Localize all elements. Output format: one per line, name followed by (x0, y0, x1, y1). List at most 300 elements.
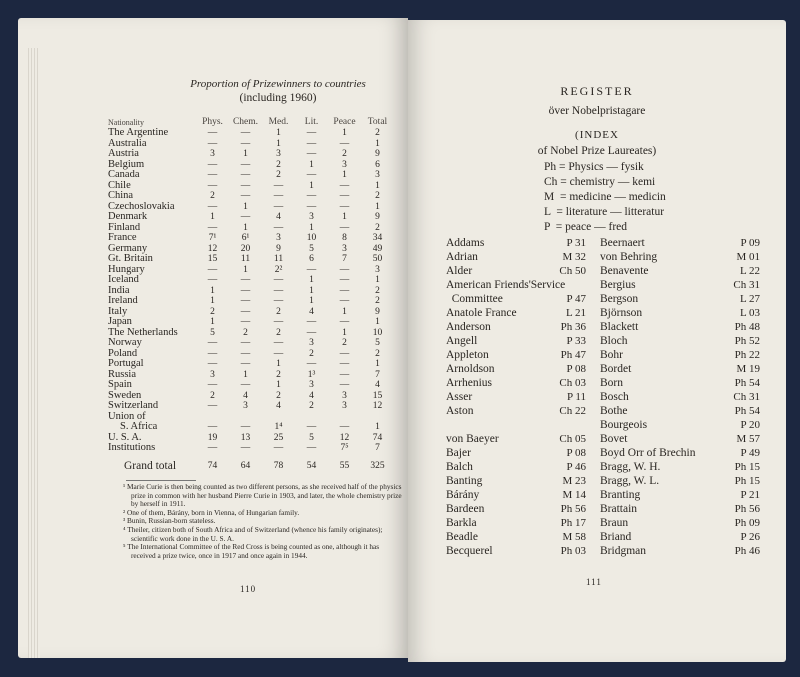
table-cell: 1 (309, 222, 314, 233)
table-row (108, 338, 408, 349)
table-cell: 9 (375, 149, 380, 159)
laureate-name: Brattain (600, 502, 638, 515)
table-cell: — (339, 191, 350, 201)
index-entry (600, 531, 760, 544)
prize-code: Ch 05 (559, 432, 586, 445)
table-cell: 15 (372, 390, 383, 401)
table-cell: 19 (207, 432, 218, 443)
prize-code: M 58 (562, 530, 586, 543)
laureate-name: Bothe (600, 404, 628, 417)
table-cell: — (273, 443, 284, 453)
laureate-name: Bergson (600, 292, 639, 305)
prize-code: M 14 (562, 488, 586, 501)
laureate-name: Bovet (600, 432, 628, 445)
index-entry (600, 405, 760, 418)
table-cell: 2 (375, 285, 380, 296)
index-row (446, 250, 766, 264)
laureate-name: Beadle (446, 530, 478, 543)
country-name: Czechoslovakia (108, 200, 175, 212)
table-row (108, 443, 408, 454)
table-cell: 3 (375, 264, 380, 275)
country-name: Hungary (108, 263, 145, 275)
index-entry (600, 293, 760, 306)
index-entry (446, 293, 586, 306)
table-row (108, 422, 408, 433)
laureate-name: Briand (600, 530, 632, 543)
table-cell: — (207, 359, 218, 369)
table-cell: — (273, 275, 284, 285)
prize-code: Ph 09 (734, 516, 760, 529)
country-name: Belgium (108, 158, 145, 170)
table-cell: 8 (342, 233, 347, 243)
table-cell: — (207, 275, 218, 285)
country-name: Iceland (108, 274, 139, 285)
prize-code: Ph 46 (734, 544, 760, 557)
laureate-name: Bergius (600, 278, 636, 291)
table-cell: — (240, 348, 251, 359)
table-cell: 3 (243, 401, 248, 411)
prize-code: P 11 (566, 390, 586, 403)
table-cell: 6 (375, 159, 380, 170)
table-cell: 3 (375, 170, 380, 180)
table-cell: 2 (210, 306, 215, 317)
country-name: S. Africa (120, 421, 158, 432)
footnote: ³ Bunin, Russian-born stateless. (123, 516, 216, 526)
table-cell: 5 (210, 327, 215, 338)
index-entry (600, 349, 760, 362)
table-cell: 1 (210, 317, 215, 327)
table-cell: — (240, 159, 251, 170)
table-cell: 4 (309, 390, 314, 401)
country-name: Austria (108, 148, 139, 159)
table-row (108, 202, 408, 213)
laureate-name: Barkla (446, 516, 477, 529)
table-cell: 25 (273, 432, 284, 443)
index-entry (600, 279, 760, 292)
prize-code: Ph 36 (560, 320, 586, 333)
country-name: Denmark (108, 211, 148, 222)
index-entry (600, 461, 760, 474)
index-entry (600, 321, 760, 334)
register-subheading: över Nobelpristagare (548, 105, 646, 117)
table-cell: 5 (309, 432, 314, 443)
country-name: U. S. A. (108, 431, 142, 443)
table-cell: 1 (342, 170, 347, 180)
total-cell: 78 (273, 460, 284, 471)
table-row (108, 181, 408, 192)
table-cell: 2 (375, 296, 380, 306)
prize-code: P 47 (566, 292, 586, 305)
table-cell: 4 (276, 212, 281, 222)
table-cell: — (207, 222, 218, 233)
index-entry (600, 377, 760, 390)
table-cell: — (207, 170, 218, 180)
table-row (108, 128, 408, 139)
table-cell: — (306, 191, 317, 201)
index-entry (446, 335, 586, 348)
total-cell: 54 (306, 460, 317, 471)
table-cell: 3 (342, 401, 347, 411)
laureate-name: von Baeyer (446, 432, 499, 445)
index-entry (446, 461, 586, 474)
table-title: Proportion of Prizewinners to countries (190, 78, 366, 90)
table-cell: 74 (372, 432, 383, 443)
table-cell: 1 (309, 159, 314, 170)
table-cell: — (240, 359, 251, 369)
index-entry (600, 419, 760, 432)
table-cell: 2 (276, 170, 281, 180)
table-cell: 3 (342, 390, 347, 401)
footnote: ⁵ The International Committee of the Red Cross is being counted as one, although it has received a prize twice, once in 1917 and once again in 1944. (123, 542, 380, 560)
table-cell: 3 (342, 243, 347, 254)
table-cell: 3 (276, 233, 281, 243)
table-cell: 15 (207, 254, 218, 264)
table-cell: 3 (276, 149, 281, 159)
prize-code: Ch 22 (559, 404, 586, 417)
right-page (408, 20, 786, 662)
table-cell: 2 (276, 369, 281, 380)
table-cell: 2 (375, 191, 380, 201)
column-header: Nationality (108, 118, 144, 127)
laureate-name: Anderson (446, 320, 491, 333)
prize-code: Ph 22 (734, 348, 760, 361)
table-cell: 7¹ (208, 233, 217, 243)
table-cell: — (306, 201, 317, 212)
table-cell: 1³ (307, 369, 316, 380)
laureate-name: Bloch (600, 334, 628, 347)
country-name: Switzerland (108, 400, 159, 411)
index-entry (600, 335, 760, 348)
table-cell: — (207, 338, 218, 348)
table-cell: 6¹ (241, 233, 250, 243)
table-cell: 3 (210, 149, 215, 159)
table-cell: 1 (243, 369, 248, 380)
table-cell: 1 (375, 138, 380, 149)
prize-code: Ph 15 (734, 474, 760, 487)
page-number: 110 (240, 584, 257, 594)
prize-code: Ph 54 (734, 404, 760, 417)
index-entry (446, 531, 586, 544)
table-cell: — (240, 191, 251, 201)
table-cell: — (273, 201, 284, 212)
table-cell: 2 (276, 390, 281, 401)
index-row (446, 404, 766, 418)
table-cell: 9 (375, 306, 380, 317)
prize-code: M 23 (562, 474, 586, 487)
country-name: Gt. Britain (108, 253, 153, 264)
country-name: Germany (108, 242, 148, 254)
table-cell: 1 (276, 359, 281, 369)
table-cell: 3 (309, 338, 314, 348)
prize-code: P 46 (566, 460, 586, 473)
table-cell: 12 (372, 401, 383, 411)
country-name: India (108, 284, 130, 296)
index-entry (446, 419, 586, 432)
prizewinners-table (108, 107, 408, 473)
laureate-name: Balch (446, 460, 473, 473)
prize-code: Ph 56 (734, 502, 760, 515)
laureate-name: Bohr (600, 348, 623, 361)
index-row (446, 334, 766, 348)
laureate-name: Bárány (446, 488, 480, 501)
laureate-name: Adrian (446, 250, 478, 263)
index-row (446, 488, 766, 502)
index-line-1: (INDEX (575, 129, 619, 141)
index-entry (446, 391, 586, 404)
index-row (446, 348, 766, 362)
table-cell: — (273, 180, 284, 191)
table-cell: — (240, 443, 251, 453)
left-page (18, 18, 408, 658)
table-cell: — (306, 149, 317, 159)
prize-code: P 20 (740, 418, 760, 431)
table-cell: 1 (243, 149, 248, 159)
table-cell: 49 (372, 243, 383, 254)
index-entry (446, 265, 586, 278)
page-edges (28, 48, 40, 658)
legend-line: Ch = chemistry — kemi (544, 176, 656, 188)
footnote: ² One of them, Bárány, born in Vienna, of Hungarian family. (123, 507, 300, 517)
index-row (446, 544, 766, 558)
index-entry (600, 475, 760, 488)
index-entry (446, 349, 586, 362)
table-cell: 2 (243, 327, 248, 338)
table-cell: — (207, 201, 218, 212)
table-cell: — (339, 201, 350, 212)
table-cell: — (240, 128, 251, 138)
table-cell: — (240, 180, 251, 191)
laureate-name: Arrhenius (446, 376, 492, 389)
table-cell: 1 (375, 275, 380, 285)
prize-code: Ch 03 (559, 376, 586, 389)
table-cell: — (207, 401, 218, 411)
index-entry (446, 447, 586, 460)
prize-code: Ch 50 (559, 264, 586, 277)
table-cell: 5 (375, 338, 380, 348)
table-cell: 2 (342, 338, 347, 348)
table-cell: 1 (309, 296, 314, 306)
legend-line: M = medicine — medicin (544, 191, 666, 203)
index-row (446, 236, 766, 250)
table-row (108, 275, 408, 286)
total-cell: 74 (207, 460, 218, 471)
abbreviation-legend (544, 160, 666, 235)
country-name: Australia (108, 137, 147, 149)
country-name: Italy (108, 305, 128, 317)
laureate-name: Bajer (446, 446, 471, 459)
country-name: Canada (108, 169, 140, 180)
index-entry (446, 433, 586, 446)
index-entry (600, 307, 760, 320)
index-entry (446, 517, 586, 530)
country-name: Ireland (108, 295, 138, 306)
prize-code: Ph 15 (734, 460, 760, 473)
table-cell: — (273, 285, 284, 296)
index-row (446, 362, 766, 376)
table-cell: — (240, 285, 251, 296)
table-cell: — (273, 222, 284, 233)
prize-code: P 09 (740, 236, 760, 249)
footnote: ⁴ Theiler, citizen both of South Africa and of Switzerland (whence his family originates); scientific work done in the U. S. A. (123, 524, 383, 543)
table-cell: 1 (375, 201, 380, 212)
index-entry (446, 251, 586, 264)
table-subtitle: (including 1960) (239, 92, 317, 104)
laureate-name: Alder (446, 264, 473, 277)
table-cell: — (339, 348, 350, 359)
table-row (108, 139, 408, 150)
prize-code: P 08 (566, 446, 586, 459)
country-name: Chile (108, 179, 131, 191)
table-cell: — (339, 369, 350, 380)
table-cell: 4 (309, 306, 314, 317)
laureate-name: Banting (446, 474, 483, 487)
table-cell: 1 (276, 138, 281, 149)
register-heading: REGISTER (560, 84, 634, 98)
country-name: France (108, 232, 137, 243)
table-row (108, 191, 408, 202)
prize-code: P 21 (740, 488, 760, 501)
table-cell: — (207, 422, 218, 432)
table-cell: 1 (342, 327, 347, 338)
page-number: 111 (586, 577, 602, 587)
table-cell: — (306, 170, 317, 180)
table-cell: 50 (372, 254, 383, 264)
total-cell: 325 (370, 460, 385, 471)
laureate-name: Bardeen (446, 502, 485, 515)
laureate-name: Bragg, W. H. (600, 460, 661, 473)
table-cell: — (207, 443, 218, 453)
index-row (446, 376, 766, 390)
table-row (108, 233, 408, 244)
table-cell: — (240, 275, 251, 285)
footnote: ¹ Marie Curie is then being counted as two different persons, as she received half of the physics prize in common with her husband Pierre Curie in 1903, and later, the whole chemistry prize by herself in 1911. (123, 482, 402, 509)
table-row (108, 149, 408, 160)
index-entry (446, 321, 586, 334)
table-row (108, 401, 408, 412)
table-cell: 1 (375, 317, 380, 327)
table-cell: 12 (207, 243, 218, 254)
table-cell: 2 (375, 222, 380, 233)
table-cell: — (240, 296, 251, 306)
prize-code: M 01 (736, 250, 760, 263)
prize-code: Ph 17 (560, 516, 586, 529)
laureate-name: Bragg, W. L. (600, 474, 660, 487)
index-row (446, 278, 766, 292)
legend-line: L = literature — litteratur (544, 206, 665, 218)
table-cell: — (306, 327, 317, 338)
table-row (108, 317, 408, 328)
table-cell: — (339, 422, 350, 432)
table-cell: — (207, 159, 218, 170)
table-cell: — (339, 296, 350, 306)
table-cell: 2 (276, 306, 281, 317)
laureate-name: Beernaert (600, 236, 645, 249)
prize-code: P 33 (566, 334, 586, 347)
table-cell: — (339, 180, 350, 191)
table-cell: 9 (276, 243, 281, 254)
laureate-name: Bourgeois (600, 418, 648, 431)
table-cell: — (306, 359, 317, 369)
table-cell: — (273, 338, 284, 348)
table-cell: 1 (276, 128, 281, 138)
index-line-2: of Nobel Prize Laureates) (537, 145, 657, 157)
laureate-name: von Behring (600, 250, 658, 263)
table-cell: — (240, 380, 251, 390)
table-row (108, 223, 408, 234)
table-cell: 1 (342, 128, 347, 138)
table-row (108, 307, 408, 318)
grand-total-row (108, 460, 408, 473)
laureate-name: Appleton (446, 348, 489, 361)
index-row (446, 292, 766, 306)
prize-code: P 26 (740, 530, 760, 543)
column-header: Lit. (304, 117, 319, 127)
table-cell: 11 (273, 254, 284, 264)
laureate-name: Braun (600, 516, 629, 529)
prize-code: L 21 (565, 306, 586, 319)
index-entry (600, 447, 760, 460)
table-cell: 6 (309, 254, 314, 264)
index-row (446, 446, 766, 460)
table-cell: — (306, 138, 317, 149)
country-name: Japan (108, 316, 132, 327)
index-entry (600, 433, 760, 446)
table-cell: — (339, 380, 350, 390)
table-cell: — (240, 306, 251, 317)
prize-code: Ph 03 (560, 544, 586, 557)
prize-code: Ph 56 (560, 502, 586, 515)
index-row (446, 516, 766, 530)
column-header: Phys. (202, 117, 223, 127)
laureate-name: Boyd Orr of Brechin (600, 446, 696, 459)
table-cell: — (306, 443, 317, 453)
index-row (446, 390, 766, 404)
table-cell: 7⁵ (340, 443, 349, 453)
table-cell: — (339, 285, 350, 296)
table-cell: — (339, 264, 350, 275)
table-cell: 10 (306, 233, 317, 243)
table-cell: 1 (309, 285, 314, 296)
table-cell: 12 (339, 432, 350, 443)
table-cell: 13 (240, 432, 251, 443)
country-name: Russia (108, 368, 137, 380)
country-name: Spain (108, 379, 132, 390)
table-cell: — (339, 317, 350, 327)
table-cell: 1 (342, 212, 347, 222)
table-cell: 3 (342, 159, 347, 170)
index-entry (600, 265, 760, 278)
country-name: The Netherlands (108, 326, 178, 338)
table-cell: 1 (375, 180, 380, 191)
country-name: Norway (108, 337, 142, 348)
table-row (108, 244, 408, 255)
index-entry (446, 475, 586, 488)
laureate-name: Arnoldson (446, 362, 495, 375)
table-cell: 3 (309, 212, 314, 222)
table-cell: 2 (342, 149, 347, 159)
table-cell: 2 (210, 191, 215, 201)
table-cell: 1 (243, 222, 248, 233)
table-cell: 20 (240, 243, 251, 254)
table-cell: 11 (240, 254, 251, 264)
table-cell: — (339, 359, 350, 369)
prize-code: P 08 (566, 362, 586, 375)
table-cell: — (207, 180, 218, 191)
table-row (108, 160, 408, 171)
table-cell: — (339, 222, 350, 233)
index-entry (446, 489, 586, 502)
table-cell: 7 (375, 369, 380, 380)
